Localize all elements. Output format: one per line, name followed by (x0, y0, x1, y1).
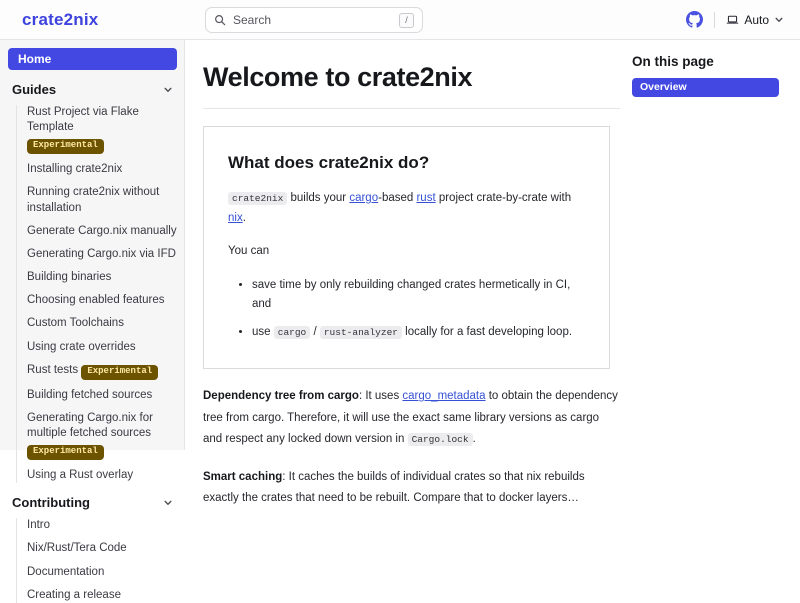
laptop-icon (726, 13, 739, 26)
sidebar-item[interactable] (27, 185, 177, 215)
sidebar-item-label: Custom Toolchains (27, 317, 124, 330)
page-title: Welcome to crate2nix (203, 62, 473, 92)
sidebar-item-label: Using a Rust overlay (27, 469, 134, 482)
sidebar-item-label: Building fetched sources (27, 388, 153, 401)
sidebar-item[interactable] (27, 363, 177, 380)
sidebar-item-label: Documentation (27, 565, 105, 578)
inline-code: crate2nix (228, 192, 287, 205)
top-navbar (0, 0, 800, 40)
sidebar-item-label: Rust tests (27, 363, 79, 376)
sidebar-item[interactable] (27, 316, 177, 331)
sidebar-item-label: Rust Project via Flake Template (27, 106, 139, 134)
body-paragraph: Smart caching: It caches the builds of individual crates so that nix rebuilds exactly the crates that need to be rebuilt. Compare that to docker layers… (203, 471, 585, 505)
sidebar-section-header[interactable] (8, 82, 177, 97)
chevron-down-icon (163, 498, 173, 508)
card-heading: What does crate2nix do? (228, 153, 430, 172)
sidebar-item[interactable] (27, 468, 177, 483)
sidebar-item-label: Generating Cargo.nix for multiple fetched sources (27, 411, 153, 439)
inline-code: Cargo.lock (408, 433, 473, 446)
card-intro-paragraph: crate2nix builds your cargo-based rust project crate-by-crate with nix. (228, 192, 572, 224)
sidebar-item-label: Running crate2nix without installation (27, 186, 160, 214)
header-actions (686, 11, 800, 28)
sidebar-section-label: Contributing (12, 495, 90, 511)
title-divider (203, 108, 620, 109)
toc-item[interactable]: Overview (632, 78, 779, 97)
inline-code: cargo (274, 326, 311, 339)
sidebar-section-header[interactable] (8, 495, 177, 510)
chevron-down-icon (163, 85, 173, 95)
sidebar-item[interactable] (27, 541, 177, 556)
on-this-page-sidebar (617, 40, 800, 450)
sidebar-item-label: Creating a release (27, 588, 121, 601)
sidebar-section-list (16, 105, 177, 483)
content-link[interactable]: cargo_metadata (402, 390, 486, 403)
sidebar-item[interactable] (27, 270, 177, 285)
sidebar-item[interactable] (27, 565, 177, 580)
sidebar-item-label: Installing crate2nix (27, 163, 123, 176)
you-can-text: You can (228, 245, 270, 258)
theme-selector-label: Auto (744, 12, 769, 27)
header-divider (714, 12, 715, 28)
sidebar-item[interactable] (27, 340, 177, 355)
experimental-badge: Experimental (81, 365, 158, 380)
what-does-card (203, 126, 610, 369)
toc-heading: On this page (632, 54, 714, 69)
sidebar-item-label: Choosing enabled features (27, 294, 165, 307)
inline-code: rust-analyzer (320, 326, 402, 339)
sidebar-item[interactable] (27, 224, 177, 239)
main-content (185, 40, 618, 505)
sidebar-item[interactable] (27, 105, 177, 154)
content-link[interactable]: cargo (349, 192, 379, 204)
content-link[interactable]: rust (416, 192, 436, 204)
card-bullet-item: • save time by only rebuilding changed crates hermetically in CI, and (252, 276, 585, 315)
sidebar-item-label: Generating Cargo.nix via IFD (27, 247, 176, 260)
bold-text: Smart caching (203, 471, 283, 484)
search-shortcut-key: / (399, 13, 414, 28)
sidebar-item[interactable] (27, 588, 177, 603)
bold-text: Dependency tree from cargo (203, 390, 359, 403)
sidebar-item[interactable] (27, 518, 177, 533)
sidebar-item[interactable] (27, 247, 177, 262)
logo-container (0, 10, 185, 30)
card-bullet-list (228, 276, 585, 343)
sidebar-item[interactable] (27, 388, 177, 403)
sidebar-item[interactable] (27, 411, 177, 460)
sidebar-section-list (16, 518, 177, 603)
sidebar-item-label: Intro (27, 519, 51, 532)
sidebar-item-home[interactable]: Home (8, 48, 177, 70)
sidebar-item-label: Nix/Rust/Tera Code (27, 542, 127, 555)
content-link[interactable]: nix (228, 211, 243, 224)
search-icon (214, 14, 226, 26)
sidebar-item-label: Building binaries (27, 271, 112, 284)
theme-selector[interactable] (726, 13, 784, 27)
content-row (0, 40, 800, 601)
left-sidebar (0, 40, 185, 601)
sidebar-item[interactable] (27, 293, 177, 308)
experimental-badge: Experimental (27, 445, 104, 460)
sidebar-item-label: Generate Cargo.nix manually (27, 224, 177, 237)
search-placeholder: Search (233, 13, 272, 27)
experimental-badge: Experimental (27, 139, 104, 154)
sidebar-item[interactable] (27, 162, 177, 177)
site-logo[interactable]: crate2nix (22, 9, 99, 29)
body-paragraph: Dependency tree from cargo: It uses cargo_metadata to obtain the dependency tree from cargo. Therefore, it will use the exact same library versions as cargo and respect any locked down version in Cargo.lock . (203, 390, 618, 445)
card-bullet-item: • use cargo / rust-analyzer locally for a fast developing loop. (252, 323, 585, 343)
sidebar-item-label: Using crate overrides (27, 340, 136, 353)
sidebar-section-label: Guides (12, 82, 57, 97)
search-input[interactable] (205, 7, 423, 33)
github-icon[interactable] (686, 11, 703, 28)
chevron-down-icon (774, 15, 784, 25)
